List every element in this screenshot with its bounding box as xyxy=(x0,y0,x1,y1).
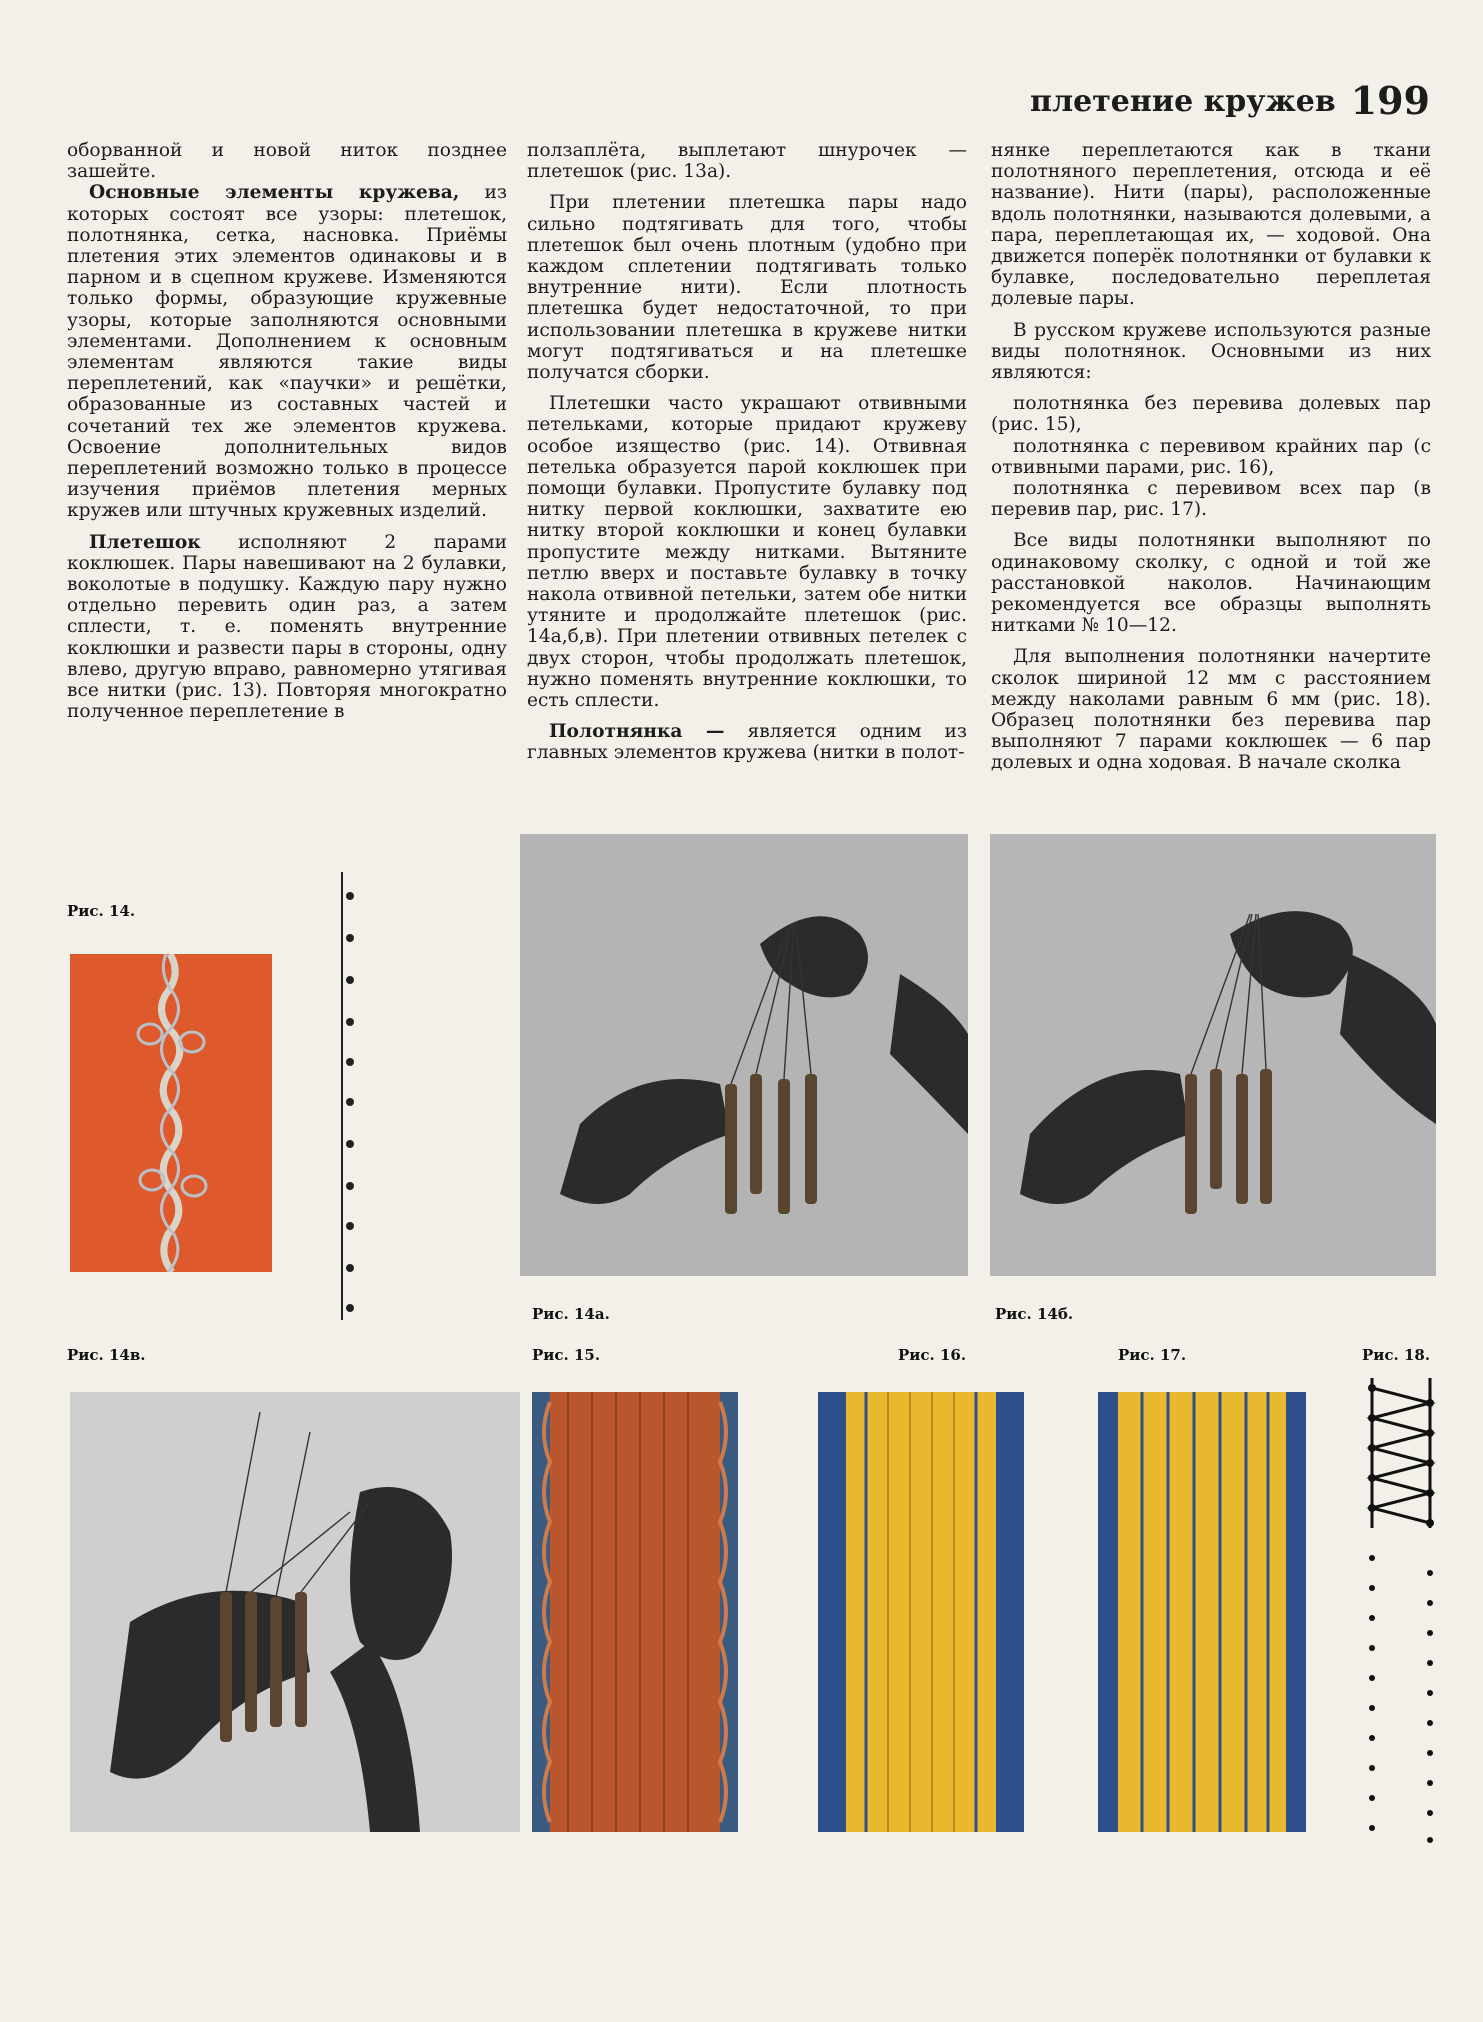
paragraph xyxy=(67,532,507,723)
pin-dot xyxy=(346,1304,354,1312)
paragraph-text: является одним из главных элементов кружева (нитки в полот- xyxy=(527,721,967,764)
paragraph-text: Все виды полотнянки выполняют по одинаковому сколку, с одной и той же расстановкой наколов. Начинающим рекомендуется все образцы выполнять нитками № 10—12. xyxy=(991,530,1431,637)
braid-with-picots-illustration xyxy=(70,954,272,1272)
paragraph xyxy=(527,140,967,182)
paragraph-text: Для выполнения полотнянки начертите сколок шириной 12 мм с расстоянием между наколами равным 6 мм (рис. 18). Образец полотнянки без перевива пар выполняют 7 парами коклюшек — 6 пар долевых и одна ходовая. В начале сколка xyxy=(991,646,1431,774)
zigzag-pricking-icon xyxy=(1362,1378,1444,1844)
text-column-1 xyxy=(67,140,507,722)
paragraph xyxy=(991,436,1431,478)
paragraph-text: оборванной и новой ниток позднее зашейте. xyxy=(67,140,507,183)
paragraph-lead-term: Полотнянка — xyxy=(549,721,725,743)
paragraph-text: полотнянка с перевивом крайних пар (с отвивными парами, рис. 16), xyxy=(991,435,1431,478)
pin-dot xyxy=(346,934,354,942)
pin-dot xyxy=(346,1058,354,1066)
caption-fig14v: Рис. 14в. xyxy=(67,1346,146,1364)
hands-with-bobbins-icon xyxy=(990,834,1436,1276)
hands-with-bobbins-icon xyxy=(520,834,968,1276)
pin-dot xyxy=(346,1264,354,1272)
edge-twisted-tape-lace-illustration xyxy=(818,1392,1024,1832)
paragraph xyxy=(991,478,1431,520)
paragraph-text: ползаплёта, выплетают шнурочек — плетешок (рис. 13а). xyxy=(527,140,967,183)
pin-dot xyxy=(346,1018,354,1026)
pin-dot xyxy=(346,1140,354,1148)
caption-fig16: Рис. 16. xyxy=(898,1346,967,1364)
paragraph-text: При плетении плетешка пары надо сильно подтягивать для того, чтобы плетешок был очень плотным (удобно при каждом сплетении подтягивать только внутренние нити). Если плотность плетешка будет недостаточной, то при использовании плетешка в кружеве нитки могут подтягиваться и на плетешке получатся сборки. xyxy=(527,192,967,384)
paragraph xyxy=(527,393,967,711)
text-column-3 xyxy=(991,140,1431,774)
pin-dot xyxy=(346,892,354,900)
paragraph-text: Плетешки часто украшают отвивными петельками, которые придают кружеву особое изящество (рис. 14). Отвивная петелька образуется парой коклюшек при помощи булавки. Пропустите булавку под нитку первой коклюшки, захватите ею нитку второй коклюшки и конец булавки пропустите между нитками. Вытяните петлю вверх и поставьте булавку в точку накола отвивной петельки, затем обе нитки утяните и продолжайте плетешок (рис. 14а,б,в). При плетении отвивных петелек с двух сторон, чтобы продолжать плетешок, нужно поменять внутренние коклюшки, то есть сплести. xyxy=(527,393,967,712)
caption-fig14a: Рис. 14а. xyxy=(532,1305,610,1323)
paragraph xyxy=(527,192,967,383)
caption-fig14b: Рис. 14б. xyxy=(995,1305,1074,1323)
all-twisted-tape-lace-illustration xyxy=(1098,1392,1306,1832)
pin-dot xyxy=(346,976,354,984)
pin-dot xyxy=(346,1222,354,1230)
paragraph-text: полотнянка с перевивом всех пар (в перевив пар, рис. 17). xyxy=(991,478,1431,521)
paragraph-text: нянке переплетаются как в ткани полотняного переплетения, отсюда и её название). Нити (пары), расположенные вдоль полотнянки, называются долевыми, а пара, переплетающая их, — ходовой. Она движется поперёк полотнянки от булавки к булавке, последовательно переплетая долевые пары. xyxy=(991,140,1431,310)
page-header xyxy=(1030,78,1430,128)
caption-fig14: Рис. 14. xyxy=(67,902,136,920)
fig17-photo xyxy=(1098,1392,1306,1832)
fig15-photo xyxy=(532,1392,738,1832)
hands-with-bobbins-icon xyxy=(70,1392,520,1832)
fig14v-photo xyxy=(70,1392,520,1832)
section-title: плетение кружев xyxy=(1030,84,1336,119)
paragraph-text: В русском кружеве используются разные виды полотнянок. Основными из них являются: xyxy=(991,319,1431,384)
pin-line xyxy=(341,872,343,1320)
text-column-2 xyxy=(527,140,967,764)
fig14a-photo xyxy=(520,834,968,1276)
caption-fig17: Рис. 17. xyxy=(1118,1346,1187,1364)
plain-tape-lace-illustration xyxy=(532,1392,738,1832)
paragraph-text: из которых состоят все узоры: плетешок, полотнянка, сетка, насновка. Приёмы плетения этих элементов одинаковы и в парном и в сцепном кружеве. Изменяются только формы, образующие кружевные узоры, которые заполняются основными элементами. Дополнением к основным элементам являются такие виды переплетений, как «паучки» и решётки, образованные из составных частей и сочетаний тех же элементов кружева. Освоение дополнительных видов переплетений возможно только в процессе изучения приёмов плетения мерных кружев или штучных кружевных изделий. xyxy=(67,182,507,522)
paragraph-text: исполняют 2 парами коклюшек. Пары навешивают на 2 булавки, воколотые в подушку. Каждую пару нужно отдельно перевить один раз, а затем сплести, т. е. поменять внутренние коклюшки и развести пары в стороны, одну влево, другую вправо, равномерно утягивая все нитки (рис. 13). Повторяя многократно полученное переплетение в xyxy=(67,531,507,723)
paragraph-text: полотнянка без перевива долевых пар (рис. 15), xyxy=(991,393,1431,436)
fig14b-photo xyxy=(990,834,1436,1276)
paragraph-lead-term: Плетешок xyxy=(89,531,201,553)
paragraph xyxy=(991,530,1431,636)
paragraph-lead-term: Основные элементы кружева, xyxy=(89,182,460,204)
page-number: 199 xyxy=(1350,78,1430,123)
paragraph xyxy=(991,393,1431,435)
paragraph xyxy=(527,721,967,763)
fig14-photo xyxy=(70,954,272,1272)
caption-fig18: Рис. 18. xyxy=(1362,1346,1431,1364)
fig16-photo xyxy=(818,1392,1024,1832)
paragraph xyxy=(991,646,1431,773)
paragraph xyxy=(67,140,507,182)
fig18-pricking-diagram xyxy=(1362,1378,1444,1844)
paragraph xyxy=(991,140,1431,310)
paragraph xyxy=(67,182,507,521)
paragraph xyxy=(991,320,1431,384)
pin-dot xyxy=(346,1182,354,1190)
pin-dot xyxy=(346,1098,354,1106)
caption-fig15: Рис. 15. xyxy=(532,1346,601,1364)
